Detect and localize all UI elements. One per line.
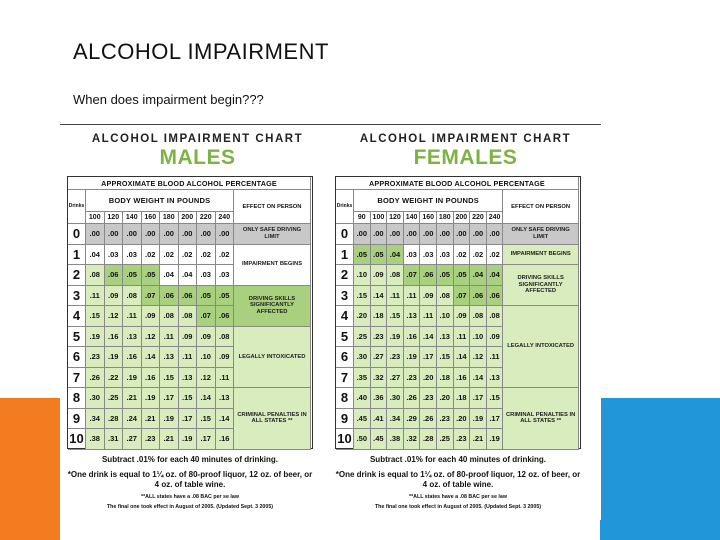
effect-impairment-label: IMPAIRMENT BEGINS (503, 245, 579, 266)
slide-subtitle: When does impairment begin??? (73, 92, 264, 107)
drinks-count-cell: 8 (336, 388, 354, 409)
bac-value-cell: .07 (142, 286, 161, 307)
bac-value-cell: .02 (197, 245, 216, 266)
bac-value-cell: .12 (197, 368, 216, 389)
bac-value-cell: .11 (387, 286, 404, 307)
bac-value-cell: .16 (404, 327, 421, 348)
bac-value-cell: .04 (86, 245, 105, 266)
bac-value-cell: .14 (371, 286, 388, 307)
bac-value-cell: .14 (216, 409, 235, 430)
bac-value-cell: .26 (404, 388, 421, 409)
bac-value-cell: .34 (387, 409, 404, 430)
bac-value-cell: .09 (197, 327, 216, 348)
bac-value-cell: .10 (197, 347, 216, 368)
bac-value-cell: .25 (437, 429, 454, 450)
effect-safe-label: ONLY SAFE DRIVING LIMIT (503, 224, 579, 245)
bac-value-cell: .00 (487, 224, 504, 245)
bac-value-cell: .00 (371, 224, 388, 245)
effect-legally-label: LEGALLY INTOXICATED (234, 327, 311, 389)
bac-value-cell: .11 (404, 286, 421, 307)
bac-value-cell: .17 (420, 347, 437, 368)
bac-value-cell: .02 (454, 245, 471, 266)
bac-value-cell: .10 (470, 327, 487, 348)
drinks-count-cell: 8 (68, 388, 86, 409)
bac-value-cell: .09 (142, 306, 161, 327)
bac-value-cell: .22 (105, 368, 124, 389)
bac-value-cell: .14 (142, 347, 161, 368)
bac-value-cell: .23 (371, 327, 388, 348)
bac-value-cell: .26 (420, 409, 437, 430)
bac-value-cell: .41 (371, 409, 388, 430)
bac-value-cell: .18 (454, 388, 471, 409)
bac-value-cell: .11 (160, 327, 179, 348)
bac-value-cell: .02 (179, 245, 198, 266)
bac-value-cell: .11 (454, 327, 471, 348)
bac-value-cell: .15 (179, 388, 198, 409)
bac-value-cell: .21 (470, 429, 487, 450)
bac-value-cell: .04 (470, 265, 487, 286)
bac-value-cell: .19 (179, 429, 198, 450)
bac-value-cell: .09 (487, 327, 504, 348)
bac-value-cell: .12 (470, 347, 487, 368)
weight-header-cell: 90 (354, 212, 371, 224)
weight-header-cell: 200 (179, 212, 198, 224)
bac-value-cell: .29 (404, 409, 421, 430)
bac-value-cell: .09 (420, 286, 437, 307)
drinks-count-cell: 6 (336, 347, 354, 368)
bac-value-cell: .34 (86, 409, 105, 430)
bac-value-cell: .13 (487, 368, 504, 389)
bac-value-cell: .08 (86, 265, 105, 286)
bac-value-cell: .06 (179, 286, 198, 307)
bac-value-cell: .04 (387, 245, 404, 266)
approx-bac-header: APPROXIMATE BLOOD ALCOHOL PERCENTAGE (68, 177, 311, 190)
bac-value-cell: .11 (487, 347, 504, 368)
drinks-count-cell: 10 (336, 429, 354, 450)
bac-value-cell: .20 (354, 306, 371, 327)
bac-value-cell: .05 (216, 286, 235, 307)
weight-header-cell: 240 (487, 212, 504, 224)
bac-value-cell: .11 (86, 286, 105, 307)
bac-value-cell: .18 (371, 306, 388, 327)
bac-value-cell: .21 (142, 409, 161, 430)
weight-header-cell: 180 (437, 212, 454, 224)
effect-driving-label: DRIVING SKILLS SIGNIFICANTLY AFFECTED (503, 265, 579, 306)
bac-value-cell: .06 (105, 265, 124, 286)
bac-value-cell: .09 (454, 306, 471, 327)
body-weight-header: BODY WEIGHT IN POUNDS (86, 190, 234, 212)
bac-value-cell: .19 (123, 368, 142, 389)
one-drink-note: *One drink is equal to 1¼ oz. of 80-proof liquor, 12 oz. of beer, or 4 oz. of table wine. (67, 470, 313, 489)
bac-value-cell: .23 (404, 368, 421, 389)
drinks-count-cell: 6 (68, 347, 86, 368)
bac-value-cell: .23 (420, 388, 437, 409)
bac-value-cell: .03 (420, 245, 437, 266)
bac-table (335, 176, 581, 449)
bac-value-cell: .00 (420, 224, 437, 245)
weight-header-cell: 180 (160, 212, 179, 224)
bac-value-cell: .13 (123, 327, 142, 348)
bac-value-cell: .12 (105, 306, 124, 327)
bac-value-cell: .11 (216, 368, 235, 389)
weight-header-cell: 240 (216, 212, 235, 224)
bac-value-cell: .14 (197, 388, 216, 409)
bac-value-cell: .36 (371, 388, 388, 409)
bac-value-cell: .25 (354, 327, 371, 348)
bac-value-cell: .27 (371, 347, 388, 368)
bac-value-cell: .28 (420, 429, 437, 450)
bac-value-cell: .00 (86, 224, 105, 245)
bac-value-cell: .12 (142, 327, 161, 348)
bac-value-cell: .11 (420, 306, 437, 327)
effect-driving-label: DRIVING SKILLS SIGNIFICANTLY AFFECTED (234, 286, 311, 327)
bac-value-cell: .05 (197, 286, 216, 307)
bac-value-cell: .06 (420, 265, 437, 286)
decorative-blue-block (600, 398, 720, 540)
final-law-note: The final one took effect in August of 2005. (Updated Sept. 3 2005) (374, 504, 542, 510)
weight-header-cell: 140 (404, 212, 421, 224)
bac-value-cell: .00 (179, 224, 198, 245)
body-weight-header: BODY WEIGHT IN POUNDS (354, 190, 503, 212)
bac-value-cell: .30 (387, 388, 404, 409)
bac-value-cell: .20 (454, 409, 471, 430)
drinks-count-cell: 7 (336, 368, 354, 389)
subtract-note: Subtract .01% for each 40 minutes of drinking. (369, 455, 547, 464)
weight-header-cell: 160 (142, 212, 161, 224)
bac-value-cell: .14 (470, 368, 487, 389)
bac-value-cell: .14 (454, 347, 471, 368)
bac-value-cell: .45 (371, 429, 388, 450)
effect-column-header: EFFECT ON PERSON (234, 190, 311, 224)
bac-value-cell: .19 (404, 347, 421, 368)
drinks-count-cell: 7 (68, 368, 86, 389)
bac-value-cell: .06 (216, 306, 235, 327)
effect-column-header: EFFECT ON PERSON (503, 190, 579, 224)
bac-value-cell: .15 (354, 286, 371, 307)
decorative-orange-block (0, 398, 60, 540)
bac-value-cell: .05 (123, 265, 142, 286)
bac-value-cell: .19 (387, 327, 404, 348)
weight-header-cell: 100 (86, 212, 105, 224)
slide-title: ALCOHOL IMPAIRMENT (73, 39, 329, 64)
drinks-count-cell: 0 (68, 224, 86, 245)
bac-value-cell: .17 (197, 429, 216, 450)
bac-value-cell: .23 (142, 429, 161, 450)
bac-value-cell: .08 (387, 265, 404, 286)
bac-value-cell: .03 (404, 245, 421, 266)
bac-value-cell: .00 (470, 224, 487, 245)
bac-value-cell: .35 (354, 368, 371, 389)
bac-value-cell: .15 (387, 306, 404, 327)
bac-value-cell: .08 (487, 306, 504, 327)
bac-value-cell: .04 (160, 265, 179, 286)
effect-safe-label: ONLY SAFE DRIVING LIMIT (234, 224, 311, 245)
bac-value-cell: .00 (142, 224, 161, 245)
drinks-count-cell: 10 (68, 429, 86, 450)
bac-value-cell: .00 (216, 224, 235, 245)
drinks-count-cell: 4 (336, 306, 354, 327)
bac-value-cell: .10 (437, 306, 454, 327)
bac-value-cell: .00 (454, 224, 471, 245)
bac-value-cell: .23 (437, 409, 454, 430)
bac-value-cell: .15 (160, 368, 179, 389)
bac-value-cell: .31 (105, 429, 124, 450)
weight-header-cell: 120 (105, 212, 124, 224)
drinks-column-header: Drinks (68, 190, 86, 224)
bac-value-cell: .08 (123, 286, 142, 307)
drinks-count-cell: 9 (68, 409, 86, 430)
bac-value-cell: .09 (216, 347, 235, 368)
bac-value-cell: .28 (105, 409, 124, 430)
effect-impairment-label: IMPAIRMENT BEGINS (234, 245, 311, 286)
bac-value-cell: .32 (371, 368, 388, 389)
drinks-count-cell: 5 (68, 327, 86, 348)
females-heading: FEMALES (413, 146, 518, 169)
bac-value-cell: .45 (354, 409, 371, 430)
approx-bac-header: APPROXIMATE BLOOD ALCOHOL PERCENTAGE (336, 177, 579, 190)
bac-value-cell: .03 (123, 245, 142, 266)
drinks-count-cell: 2 (336, 265, 354, 286)
bac-value-cell: .17 (179, 409, 198, 430)
bac-value-cell: .17 (487, 409, 504, 430)
drinks-column-header: Drinks (336, 190, 354, 224)
bac-value-cell: .38 (86, 429, 105, 450)
final-law-note: The final one took effect in August of 2005. (Updated Sept. 3 2005) (106, 504, 274, 510)
chart-title: ALCOHOL IMPAIRMENT CHART (91, 133, 304, 145)
bac-value-cell: .16 (454, 368, 471, 389)
bac-value-cell: .03 (197, 265, 216, 286)
bac-value-cell: .17 (160, 388, 179, 409)
bac-value-cell: .38 (387, 429, 404, 450)
impairment-chart-image (60, 128, 601, 520)
drinks-count-cell: 1 (336, 245, 354, 266)
weight-header-cell: 200 (454, 212, 471, 224)
bac-value-cell: .30 (86, 388, 105, 409)
bac-value-cell: .11 (179, 347, 198, 368)
bac-value-cell: .09 (371, 265, 388, 286)
bac-value-cell: .00 (105, 224, 124, 245)
drinks-count-cell: 2 (68, 265, 86, 286)
males-chart (65, 128, 330, 520)
bac-value-cell: .10 (354, 265, 371, 286)
bac-value-cell: .02 (160, 245, 179, 266)
bac-value-cell: .03 (105, 245, 124, 266)
bac-value-cell: .04 (487, 265, 504, 286)
bac-value-cell: .16 (142, 368, 161, 389)
bac-value-cell: .05 (454, 265, 471, 286)
males-heading: MALES (159, 146, 236, 169)
bac-value-cell: .04 (179, 265, 198, 286)
bac-value-cell: .18 (437, 368, 454, 389)
drinks-count-cell: 0 (336, 224, 354, 245)
bac-value-cell: .09 (105, 286, 124, 307)
bac-value-cell: .27 (123, 429, 142, 450)
bac-value-cell: .15 (437, 347, 454, 368)
bac-value-cell: .15 (86, 306, 105, 327)
drinks-count-cell: 3 (68, 286, 86, 307)
bac-value-cell: .05 (142, 265, 161, 286)
bac-value-cell: .15 (197, 409, 216, 430)
bac-value-cell: .19 (105, 347, 124, 368)
bac-value-cell: .08 (470, 306, 487, 327)
weight-header-cell: 160 (420, 212, 437, 224)
bac-value-cell: .13 (179, 368, 198, 389)
bac-value-cell: .15 (487, 388, 504, 409)
bac-value-cell: .08 (179, 306, 198, 327)
bac-value-cell: .08 (216, 327, 235, 348)
bac-value-cell: .03 (216, 265, 235, 286)
bac-law-note: **ALL states have a .08 BAC per se law (409, 494, 507, 500)
bac-value-cell: .09 (179, 327, 198, 348)
bac-value-cell: .16 (105, 327, 124, 348)
bac-value-cell: .08 (437, 286, 454, 307)
bac-value-cell: .00 (197, 224, 216, 245)
effect-criminal-label: CRIMINAL PENALTIES IN ALL STATES ** (503, 388, 579, 450)
weight-header-cell: 220 (197, 212, 216, 224)
bac-value-cell: .02 (487, 245, 504, 266)
bac-value-cell: .19 (86, 327, 105, 348)
bac-value-cell: .26 (86, 368, 105, 389)
bac-value-cell: .19 (470, 409, 487, 430)
bac-value-cell: .07 (454, 286, 471, 307)
bac-value-cell: .00 (123, 224, 142, 245)
bac-value-cell: .06 (470, 286, 487, 307)
bac-value-cell: .02 (142, 245, 161, 266)
bac-value-cell: .40 (354, 388, 371, 409)
drinks-count-cell: 4 (68, 306, 86, 327)
bac-value-cell: .25 (105, 388, 124, 409)
bac-value-cell: .06 (160, 286, 179, 307)
bac-law-note: **ALL states have a .08 BAC per se law (141, 494, 239, 500)
bac-value-cell: .00 (387, 224, 404, 245)
bac-value-cell: .13 (216, 388, 235, 409)
bac-value-cell: .05 (437, 265, 454, 286)
bac-value-cell: .21 (160, 429, 179, 450)
bac-value-cell: .23 (454, 429, 471, 450)
bac-value-cell: .23 (86, 347, 105, 368)
bac-table (67, 176, 313, 449)
bac-value-cell: .20 (420, 368, 437, 389)
weight-header-cell: 140 (123, 212, 142, 224)
bac-value-cell: .06 (487, 286, 504, 307)
bac-value-cell: .24 (123, 409, 142, 430)
bac-value-cell: .20 (437, 388, 454, 409)
title-divider (60, 124, 601, 125)
bac-value-cell: .30 (354, 347, 371, 368)
drinks-count-cell: 9 (336, 409, 354, 430)
bac-value-cell: .19 (160, 409, 179, 430)
females-chart (333, 128, 598, 520)
bac-value-cell: .03 (437, 245, 454, 266)
bac-value-cell: .00 (354, 224, 371, 245)
bac-value-cell: .17 (470, 388, 487, 409)
bac-value-cell: .32 (404, 429, 421, 450)
one-drink-note: *One drink is equal to 1¼ oz. of 80-proof liquor, 12 oz. of beer, or 4 oz. of table wine. (335, 470, 581, 489)
bac-value-cell: .05 (371, 245, 388, 266)
weight-header-cell: 100 (371, 212, 388, 224)
bac-value-cell: .23 (387, 347, 404, 368)
bac-value-cell: .11 (123, 306, 142, 327)
bac-value-cell: .07 (197, 306, 216, 327)
bac-value-cell: .13 (437, 327, 454, 348)
bac-value-cell: .13 (160, 347, 179, 368)
bac-value-cell: .16 (216, 429, 235, 450)
bac-value-cell: .13 (404, 306, 421, 327)
chart-title: ALCOHOL IMPAIRMENT CHART (359, 133, 572, 145)
bac-value-cell: .00 (437, 224, 454, 245)
bac-value-cell: .02 (470, 245, 487, 266)
bac-value-cell: .21 (123, 388, 142, 409)
bac-value-cell: .16 (123, 347, 142, 368)
bac-value-cell: .19 (487, 429, 504, 450)
bac-value-cell: .50 (354, 429, 371, 450)
effect-criminal-label: CRIMINAL PENALTIES IN ALL STATES ** (234, 388, 311, 450)
subtract-note: Subtract .01% for each 40 minutes of drinking. (101, 455, 279, 464)
bac-value-cell: .27 (387, 368, 404, 389)
weight-header-cell: 220 (470, 212, 487, 224)
bac-value-cell: .14 (420, 327, 437, 348)
bac-value-cell: .00 (404, 224, 421, 245)
bac-value-cell: .00 (160, 224, 179, 245)
weight-header-cell: 120 (387, 212, 404, 224)
drinks-count-cell: 5 (336, 327, 354, 348)
drinks-count-cell: 3 (336, 286, 354, 307)
bac-value-cell: .05 (354, 245, 371, 266)
bac-value-cell: .02 (216, 245, 235, 266)
bac-value-cell: .08 (160, 306, 179, 327)
bac-value-cell: .07 (404, 265, 421, 286)
effect-legally-label: LEGALLY INTOXICATED (503, 306, 579, 388)
bac-value-cell: .19 (142, 388, 161, 409)
drinks-count-cell: 1 (68, 245, 86, 266)
